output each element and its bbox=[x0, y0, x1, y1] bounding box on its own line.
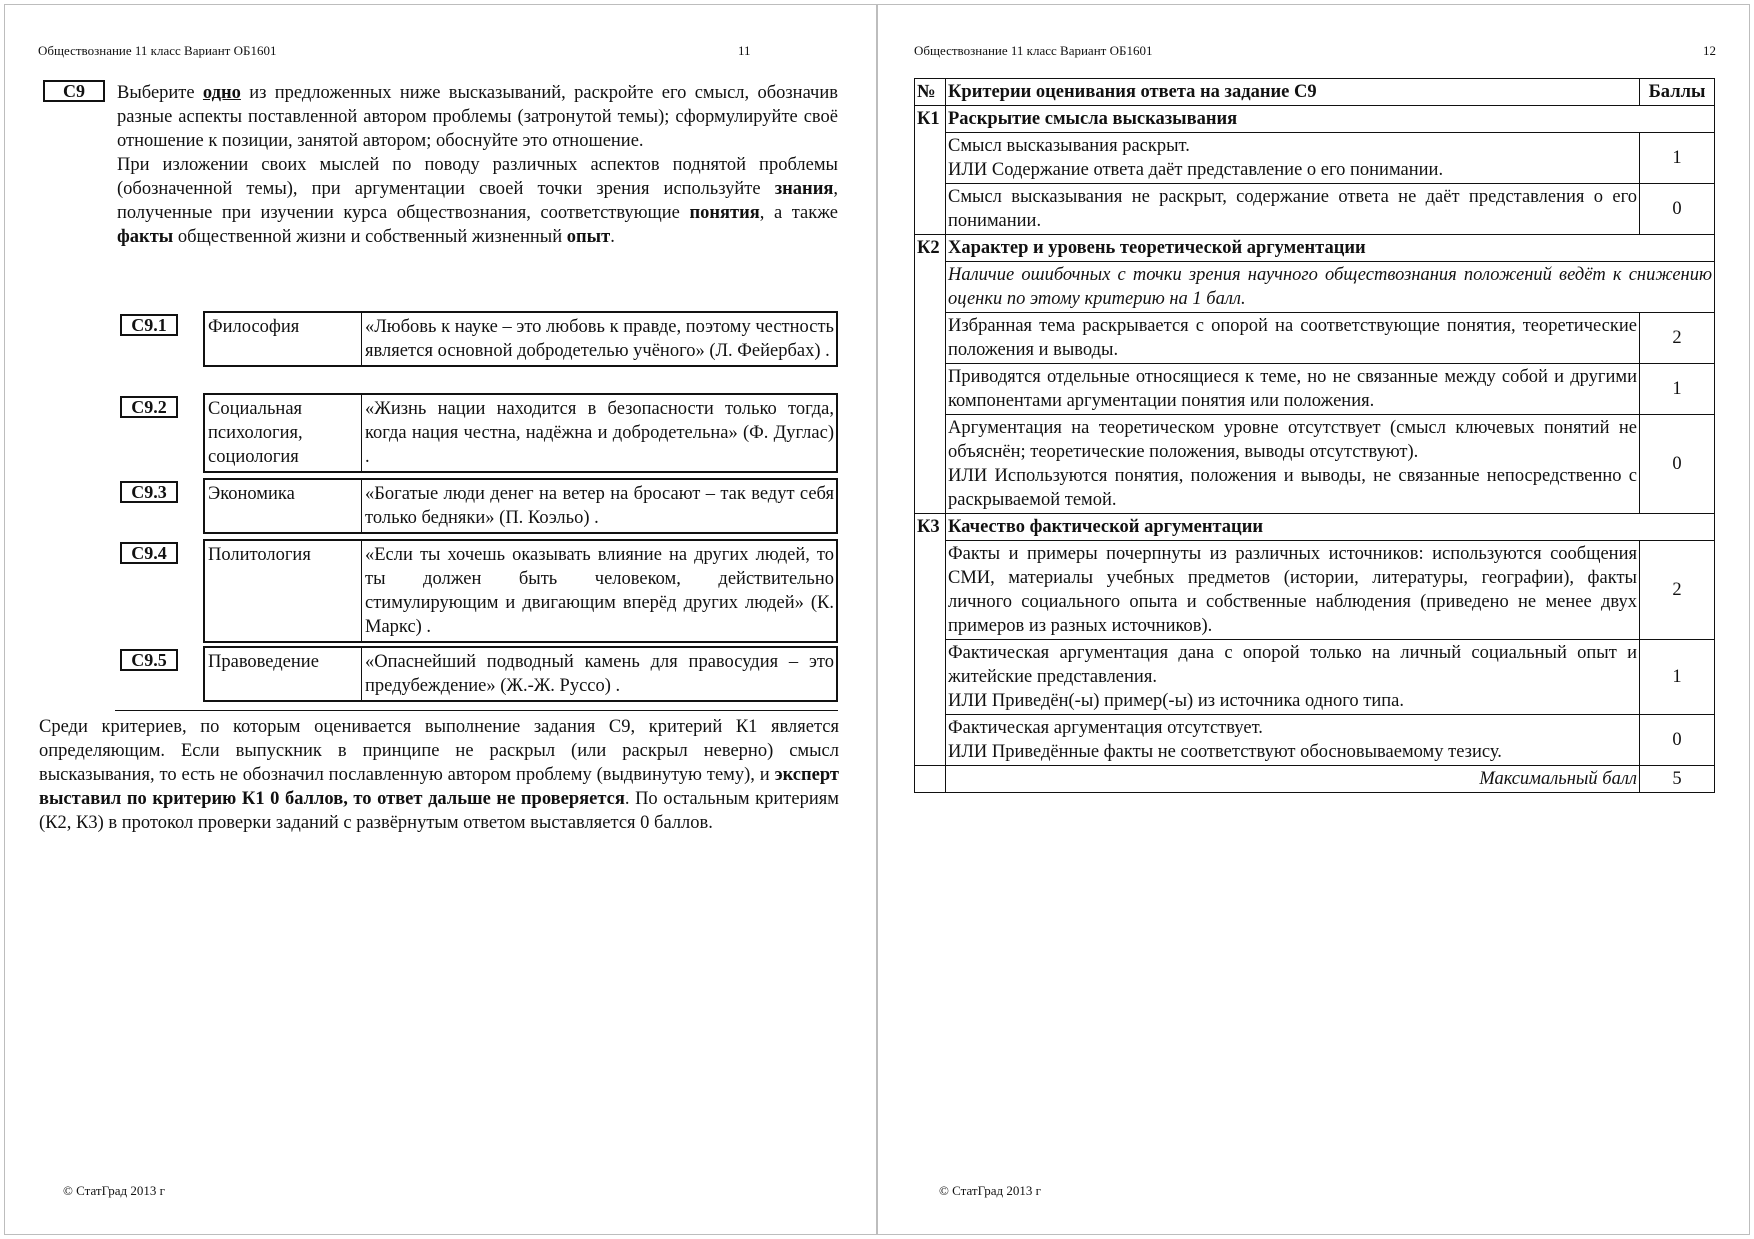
score: 0 bbox=[1640, 415, 1715, 514]
option-quote: «Любовь к науке – это любовь к правде, поэтому честность является основной добродетелью учёного» (Л. Фейербах) . bbox=[365, 317, 834, 361]
score: 2 bbox=[1640, 541, 1715, 640]
p2-d: понятия bbox=[689, 203, 760, 223]
criterion-line: Фактическая аргументация отсутствует. bbox=[948, 718, 1263, 738]
option-row bbox=[203, 311, 838, 367]
option-row bbox=[203, 393, 838, 473]
criterion-text: Факты и примеры почерпнуты из различных источников: используются сообщения СМИ, материалы учебных предметов (истории, литературы, географии), факты личного социального опыта и собственные наблюдения (приведено не менее двух примеров из разных источников). bbox=[946, 541, 1640, 640]
table-row bbox=[915, 313, 1715, 364]
criterion-line: ИЛИ Приведён(-ы) пример(-ы) из источника одного типа. bbox=[948, 691, 1405, 711]
p2-a: При изложении своих мыслей по поводу различных аспектов поднятой проблемы (обозначенной темы), при аргументации своей точки зрения используйте bbox=[117, 155, 838, 199]
option-row bbox=[203, 539, 838, 643]
empty-cell bbox=[915, 184, 946, 235]
criterion-line: Аргументация на теоретическом уровне отсутствует (смысл ключевых понятий не объяснён; теоретические положения, выводы отсутствуют). bbox=[948, 418, 1637, 462]
col-no: № bbox=[915, 79, 946, 106]
section-code: К1 bbox=[915, 106, 946, 133]
evaluation-note bbox=[39, 715, 839, 835]
table-row bbox=[915, 715, 1715, 766]
empty-cell bbox=[915, 415, 946, 514]
criteria-table bbox=[914, 78, 1715, 793]
empty-cell bbox=[915, 640, 946, 715]
criterion-text: Смысл высказывания не раскрыт, содержание ответа не даёт представления о его понимании. bbox=[946, 184, 1640, 235]
option-label: С9.4 bbox=[120, 542, 178, 564]
task-label: С9 bbox=[43, 80, 105, 102]
section-row bbox=[915, 106, 1715, 133]
p2-b: знания bbox=[774, 179, 834, 199]
section-title: Характер и уровень теоретической аргументации bbox=[946, 235, 1715, 262]
criterion-text: Избранная тема раскрывается с опорой на соответствующие понятия, теоретические положения и выводы. bbox=[946, 313, 1640, 364]
intro-rest: из предложенных ниже высказываний, раскройте его смысл, обозначив разные аспекты поставленной автором проблемы (затронутой темы); сформулируйте своё отношение к позиции, занятой автором; обоснуйте это отношение. bbox=[117, 83, 838, 151]
option-row bbox=[203, 478, 838, 534]
running-head: Обществознание 11 класс Вариант ОБ1601 bbox=[38, 43, 277, 58]
criterion-line: Смысл высказывания раскрыт. bbox=[948, 136, 1190, 156]
empty-cell bbox=[915, 133, 946, 184]
option-quote: «Если ты хочешь оказывать влияние на других людей, то ты должен быть человеком, действительно стимулирующим и двигающим вперёд других людей» (К. Маркс) . bbox=[365, 545, 834, 637]
page-left bbox=[4, 4, 877, 1235]
option-area: Правоведение bbox=[205, 648, 362, 700]
max-value: 5 bbox=[1640, 766, 1715, 793]
separator bbox=[115, 710, 838, 711]
option-area: Политология bbox=[205, 541, 362, 641]
section-title: Качество фактической аргументации bbox=[946, 514, 1715, 541]
criterion-text bbox=[946, 133, 1640, 184]
criterion-line: ИЛИ Содержание ответа даёт представление о его понимании. bbox=[948, 160, 1444, 180]
footer: © СтатГрад 2013 г bbox=[63, 1183, 165, 1198]
criterion-text bbox=[946, 415, 1640, 514]
intro-prefix: Выберите bbox=[117, 83, 203, 103]
score: 0 bbox=[1640, 184, 1715, 235]
option-row bbox=[203, 646, 838, 702]
empty-cell bbox=[915, 313, 946, 364]
footer: © СтатГрад 2013 г bbox=[939, 1183, 1041, 1198]
criterion-line: Фактическая аргументация дана с опорой только на личный социальный опыт и житейские представления. bbox=[948, 643, 1637, 687]
section-row bbox=[915, 514, 1715, 541]
option-quote: «Опаснейший подводный камень для правосудия – это предубеждение» (Ж.-Ж. Руссо) . bbox=[365, 652, 834, 696]
col-criteria: Критерии оценивания ответа на задание С9 bbox=[946, 79, 1640, 106]
table-row bbox=[915, 364, 1715, 415]
criterion-text bbox=[946, 640, 1640, 715]
criterion-text bbox=[946, 715, 1640, 766]
task-paragraph-1 bbox=[117, 81, 838, 153]
option-quote: «Богатые люди денег на ветер на бросают – так ведут себя только бедняки» (П. Коэльо) . bbox=[365, 484, 834, 528]
option-label: С9.5 bbox=[120, 649, 178, 671]
note-c: . По остальным критериям (К2, К3) в протокол проверки заданий с развёрнутым ответом выставляется 0 баллов. bbox=[39, 789, 839, 833]
option-quote: «Жизнь нации находится в безопасности только тогда, когда нация честна, надёжна и добродетельна» (Ф. Дуглас) . bbox=[365, 399, 834, 467]
task-paragraph-2 bbox=[117, 153, 838, 249]
note-b: эксперт выставил по критерию К1 0 баллов, то ответ дальше не проверяется bbox=[39, 765, 839, 809]
option-label: С9.1 bbox=[120, 314, 178, 336]
empty-cell bbox=[915, 715, 946, 766]
score: 1 bbox=[1640, 133, 1715, 184]
page-number: 12 bbox=[1703, 43, 1716, 58]
empty-cell bbox=[915, 364, 946, 415]
section-title: Раскрытие смысла высказывания bbox=[946, 106, 1715, 133]
option-area: Философия bbox=[205, 313, 362, 365]
option-label: С9.3 bbox=[120, 481, 178, 503]
task-instructions bbox=[117, 81, 838, 249]
note-a: Среди критериев, по которым оценивается выполнение задания С9, критерий К1 является определяющим. Если выпускник в принципе не раскрыл (или раскрыл неверно) смысл высказывания, то есть не обозначил пославленную автором проблему (выдвинутую тему), и bbox=[39, 717, 839, 785]
col-score: Баллы bbox=[1640, 79, 1715, 106]
max-label: Максимальный балл bbox=[946, 766, 1640, 793]
table-row bbox=[915, 541, 1715, 640]
table-row bbox=[915, 133, 1715, 184]
p2-g: общественной жизни и собственный жизненный bbox=[173, 227, 567, 247]
empty-cell bbox=[915, 541, 946, 640]
table-header bbox=[915, 79, 1715, 106]
table-row bbox=[915, 184, 1715, 235]
score: 2 bbox=[1640, 313, 1715, 364]
table-row bbox=[915, 415, 1715, 514]
criterion-line: ИЛИ Используются понятия, положения и выводы, не связанные непосредственно с раскрываемой темой. bbox=[948, 466, 1637, 510]
table-row bbox=[915, 262, 1715, 313]
score: 0 bbox=[1640, 715, 1715, 766]
p2-c: , полученные при изучении курса обществознания, соответствующие bbox=[117, 179, 838, 223]
p2-h: опыт bbox=[566, 227, 611, 247]
score: 1 bbox=[1640, 640, 1715, 715]
intro-emphasis: одно bbox=[202, 83, 241, 103]
empty-cell bbox=[915, 262, 946, 313]
page-number: 11 bbox=[738, 43, 751, 58]
p2-e: , а также bbox=[759, 203, 838, 223]
score: 1 bbox=[1640, 364, 1715, 415]
section-note: Наличие ошибочных с точки зрения научного обществознания положений ведёт к снижению оценки по этому критерию на 1 балл. bbox=[946, 262, 1715, 313]
criterion-line: ИЛИ Приведённые факты не соответствуют обосновываемому тезису. bbox=[948, 742, 1502, 762]
p2-i: . bbox=[610, 227, 615, 247]
table-row bbox=[915, 640, 1715, 715]
section-code: К2 bbox=[915, 235, 946, 262]
option-area: Социальная психология, социология bbox=[205, 395, 362, 471]
page-right bbox=[877, 4, 1750, 1235]
p2-f: факты bbox=[117, 227, 174, 247]
option-label: С9.2 bbox=[120, 396, 178, 418]
empty-cell bbox=[915, 766, 946, 793]
section-row bbox=[915, 235, 1715, 262]
section-code: К3 bbox=[915, 514, 946, 541]
running-head: Обществознание 11 класс Вариант ОБ1601 bbox=[914, 43, 1153, 58]
max-row bbox=[915, 766, 1715, 793]
criterion-text: Приводятся отдельные относящиеся к теме, но не связанные между собой и другими компонентами аргументации понятия или положения. bbox=[946, 364, 1640, 415]
option-area: Экономика bbox=[205, 480, 362, 532]
